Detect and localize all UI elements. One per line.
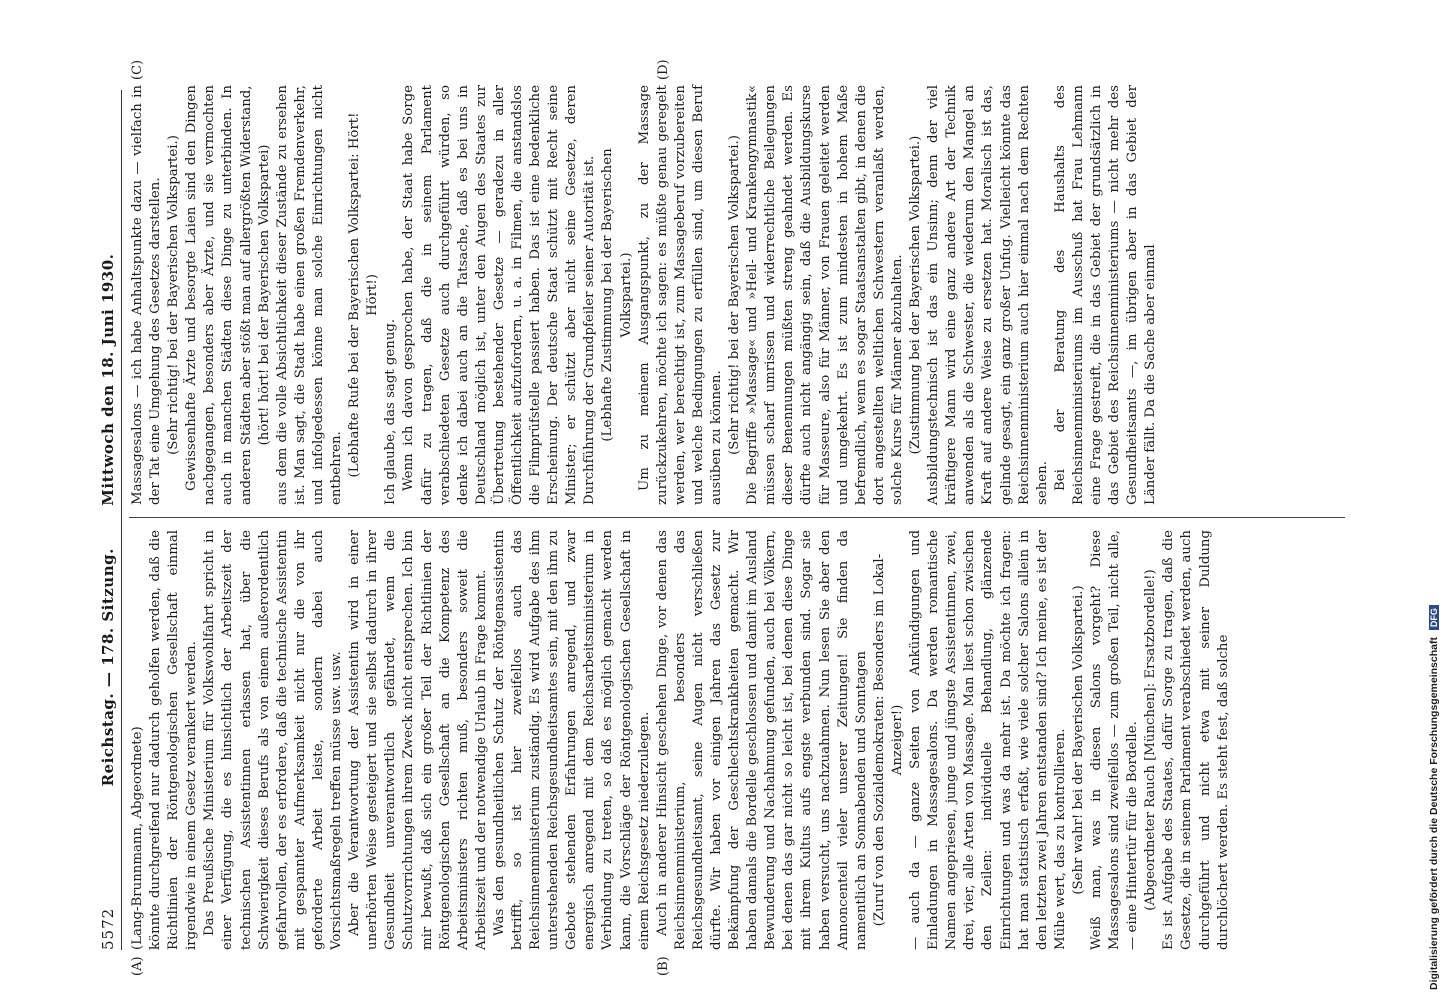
page-number: 5572 — [99, 907, 117, 950]
paragraph: Was den gesundheitlichen Schutz der Röntgenassistentin betrifft, so ist hier zweifellos auch das Reichsinnenministerium zuständig. Es wird Aufgabe des ihm unterstehenden Reichsgesundheitsamtes sein, mit den ihm zu Gebote stehenden Erfahrungen anregend, und zwar energisch anregend mit dem Reichsarbeitsministerium in Verbindung zu treten, so daß es möglich gemacht werden kann, die Vorschläge der Röntgenologischen Gesellschaft in einem Reichsgesetz niederzulegen. — [491, 530, 652, 950]
margin-mark-a: (A) — [130, 956, 145, 976]
notice-text: Digitalisierung gefördert durch die Deutsche Forschungsgemeinschaft — [1428, 637, 1440, 990]
paragraph: aus dem die volle Absichtlichkeit dieser Zustände zu ersehen ist. Man sagt, die Stadt habe einen großen Fremdenverkehr, und infolgedessen könne man solche Einrichtungen nicht entbehren. — [274, 85, 345, 505]
paragraph: Es ist Aufgabe des Staates, dafür Sorge zu tragen, daß die Gesetze, die in seinem Parlament verabschiedet werden, auch durchgeführt und nicht etwa mit seiner Duldung durchlöchert werden. Es steht fest, daß solche — [1161, 530, 1231, 950]
paragraph: Bei der Beratung des Haushalts des Reichsinnenministeriums im Ausschuß hat Frau Lehmann eine Frage gestreift, die in das Gebiet der grundsätzlich in das Gebiet des Reichsinnenministeriums — nicht mehr des Gesundheitsamts —, im übrigen aber in das Gebiet der Länder fällt. Da die Sache aber einmal — [1052, 85, 1159, 505]
running-title — [99, 90, 117, 950]
paragraph: Die Begriffe »Massage« und »Heil- und Krankengymnastik« müssen scharf umrissen und widerrechtliche Beilegungen dieser Benennungen müßten streng geahndet werden. Es dürfte auch nicht angängig sein, daß die Ausbildungskurse für Masseure, also für Männer, von Frauen geleitet werden und umgekehrt. Es ist zum mindesten in hohem Maße befremdlich, wenn es sogar Staatsanstalten gibt, in denen die dort angestellten weltlichen Schwestern veranlaßt werden, solche Kurse für Männer abzuhalten. — [745, 85, 905, 505]
session-date: Mittwoch den 18. Juni 1930. — [99, 253, 117, 506]
paragraph: (Sehr richtig! bei der Bayerischen Volkspartei.) — [727, 135, 743, 455]
paragraph: Gewissenhafte Ärzte und besorgte Laien sind den Dingen nachgegangen, besonders aber Ärzte, und sie vermochten auch in manchen Städten diese Dinge zu unterbinden. In anderen Städten aber stößt man auf allergrößten Widerstand, — [184, 85, 254, 505]
paragraph: (Lebhafte Zustimmung bei der Bayerischen Volkspartei.) — [600, 148, 634, 442]
margin-mark-b: (B) — [656, 956, 671, 976]
paragraph: Um zu meinem Ausgangspunkt, zu der Massage zurückzukehren, möchte ich sagen: es müßte genau geregelt werden, wer berechtigt ist, zum Massageberuf vorzubereiten und welche Bedingungen zu erfüllen sind, um diesen Beruf ausüben zu können. — [636, 85, 724, 505]
left-text-column — [129, 530, 1345, 950]
paragraph: Weiß man, was in diesen Salons vorgeht? Diese Massagesalons sind zweifellos — zum großen Teil, nicht alle, — eine Hintertür für die Bordelle. — [1088, 530, 1141, 950]
paragraph: (Sehr wahr! bei der Bayerischen Volkspartei.) — [1070, 585, 1086, 895]
margin-mark-c: (C) — [130, 59, 145, 80]
page-header — [95, 90, 122, 950]
column-divider — [129, 517, 1345, 518]
paragraph: Ich glaube, das sagt genug. — [383, 318, 399, 505]
paragraph: Wenn ich davon gesprochen habe, der Staat habe Sorge dafür zu tragen, daß die in seinem Parlament verabschiedeten Gesetze auch durchgeführt würden, so denke ich dabei auch an die Tatsache, daß es bei uns in Deutschland möglich ist, unter den Augen des Staates zur Übertretung bestehender Gesetze — geradezu in aller Öffentlichkeit aufzufordern, u. a. in Filmen, die anstandslos die Filmprüfstelle passiert haben. Das ist eine bedenkliche Erscheinung. Der deutsche Staat schützt mit Recht seine Minister; er schützt aber nicht seine Gesetze, deren Durchführung der Grundpfeiler seiner Autorität ist. — [401, 85, 598, 505]
margin-mark-d: (D) — [656, 59, 671, 80]
digitization-notice — [1428, 0, 1444, 990]
paragraph: Ausbildungstechnisch ist das ein Unsinn; denn der viel kräftigere Mann wird eine ganz andere Art der Technik anwenden als die Schwester, die wiederum den Mangel an Kraft auf andere Weise zu ersetzen hat. Moralisch ist das, gelinde gesagt, ein ganz großer Unfug. Vielleicht könnte das Reichsinnenministerium auch hier einmal nach dem Rechten sehen. — [926, 85, 1050, 505]
paragraph: (hört! hört! bei der Bayerischen Volkspartei) — [256, 144, 272, 446]
paragraph: (Lebhafte Rufe bei der Bayerischen Volkspartei: Hört! Hört!) — [347, 112, 381, 478]
paragraph: Massagesalons — ich habe Anhaltspunkte dazu — vielfach in der Tat eine Umgehung des Gesetzes darstellen. — [130, 85, 164, 505]
dfg-logo: DFG — [1429, 605, 1439, 630]
paragraph: (Lang-Brunnmann, Abgeordnete) — [130, 726, 145, 950]
paragraph: Aber die Verantwortung der Assistentin wird in einer unerhörten Weise gesteigert und sie selbst dadurch in ihrer Gesundheit unverantwortlich gefährdet, wenn die Schutzvorrichtungen ihrem Zweck nicht entsprechen. Ich bin mir bewußt, daß sich ein großer Teil der Richtlinien der Röntgenologischen Gesellschaft an die Kompetenz des Arbeitsministers richten muß, besonders soweit die Arbeitszeit und der notwendige Urlaub in Frage kommt. — [347, 530, 489, 950]
paragraph: (Zuruf von den Sozialdemokraten: Besonders im Lokal-Anzeiger!) — [871, 553, 905, 927]
rotated-document-page — [95, 59, 1345, 976]
paragraph: (Abgeordneter Rauch [München]: Ersatzbordelle!) — [1143, 569, 1159, 911]
paragraph: Auch in anderer Hinsicht geschehen Dinge, vor denen das Reichsinnenministerium, besonders das Reichsgesundheitsamt, seine Augen nicht verschließen dürfte. Wir haben vor einigen Jahren das Gesetz zur Bekämpfung der Geschlechtskrankheiten gemacht. Wir haben damals die Bordelle geschlossen und damit im Ausland Bewunderung und Nachahmung gefunden, auch bei Völkern, bei denen das gar nicht so leicht ist, bei denen diese Dinge mit ihrem Kultus aufs engste verbunden sind. Sogar sie haben versucht, uns nachzuahmen. Nun lesen Sie aber den Annoncenteil vieler unserer Zeitungen! Sie finden da namentlich an Sonnabenden und Sonntagen — [654, 530, 869, 950]
paragraph: (Sehr richtig! bei der Bayerischen Volkspartei.) — [166, 135, 182, 455]
paragraph: (Zustimmung bei der Bayerischen Volkspartei.) — [908, 135, 924, 455]
paragraph: — auch da — ganze Seiten von Ankündigungen und Einladungen in Massagesalons. Da werden romantische Namen angepriesen, junge und jüngste Assistentinnen, zwei, drei, vier, alle Arten von Massage. Man liest schon zwischen den Zeilen: individuelle Behandlung, glänzende Einrichtungen und was da mehr ist. Da möchte ich fragen: hat man statistisch erfaßt, wie viele solcher Salons allein in den letzten zwei Jahren entstanden sind? Ich meine, es ist der Mühe wert, das zu kontrollieren. — [908, 530, 1068, 950]
paragraph: Das Preußische Ministerium für Volkswohlfahrt spricht in einer Verfügung, die es hinsichtlich der Arbeitszeit der technischen Assistentinnen erlassen hat, über die Schwierigkeit dieses Berufs als von einem außerordentlich gefahrvollen, der es erfordere, daß die technische Assistentin mit gespannter Aufmerksamkeit nicht nur die von ihr geforderte Arbeit leiste, sondern dabei auch Vorsichtsmaßregeln treffen müsse usw. usw. — [202, 530, 345, 950]
session-title: Reichstag. — 178. Sitzung. — [99, 548, 117, 787]
paragraph: könnte durchgreifend nur dadurch geholfen werden, daß die Richtlinien der Röntgenologischen Gesellschaft einmal irgendwie in einem Gesetz verankert werden. — [148, 530, 200, 950]
right-text-column — [129, 85, 1345, 505]
